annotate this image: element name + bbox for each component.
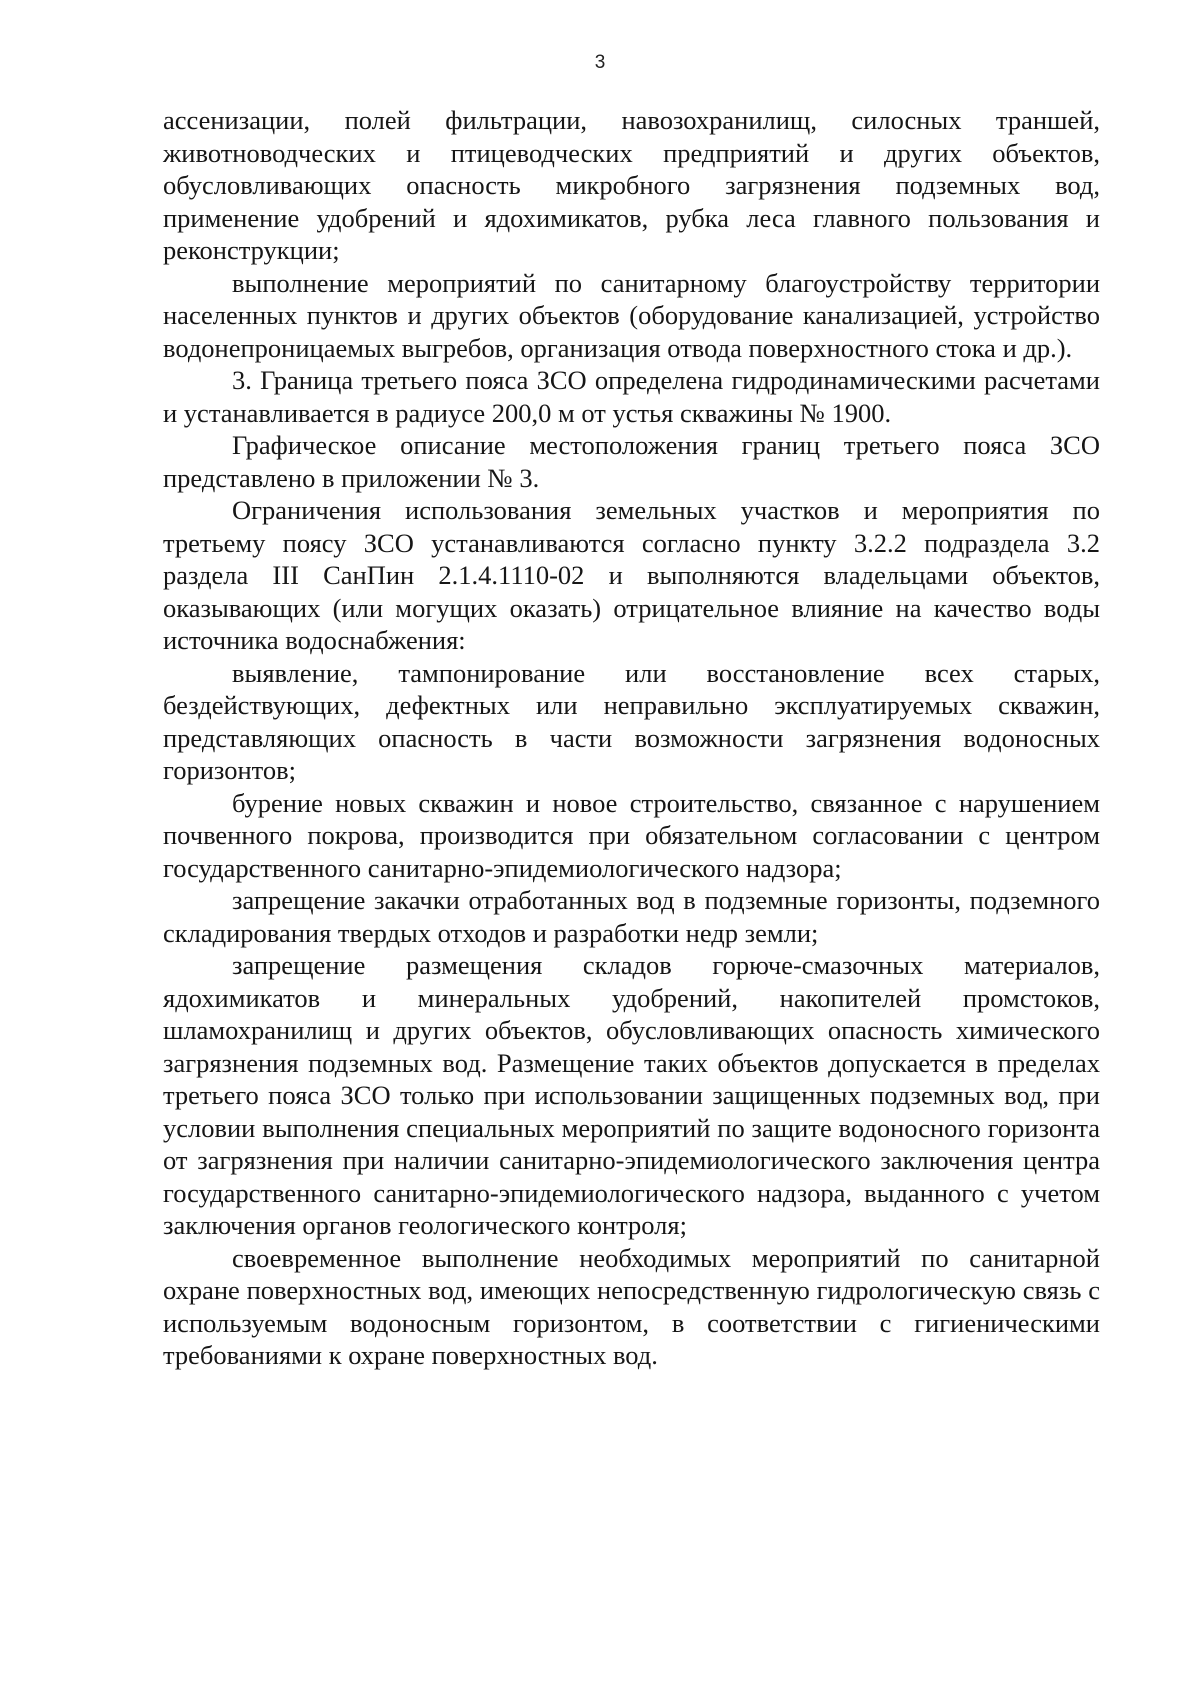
paragraph-well-plugging: выявление, тампонирование или восстановление всех старых, бездействующих, дефектных или неправильно эксплуатируемых скважин, представляющих опасность в части возможности загрязнения водоносных горизонтов; — [163, 657, 1100, 785]
paragraph-graphic-description: Графическое описание местоположения границ третьего пояса ЗСО представлено в приложении № 3. — [163, 430, 1100, 493]
paragraph-new-drilling: бурение новых скважин и новое строительство, связанное с нарушением почвенного покрова, производится при обязательном согласовании с центром государственного санитарно-эпидемиологического надзора; — [163, 787, 1100, 883]
document-body — [163, 104, 1100, 1372]
paragraph-land-use-restrictions: Ограничения использования земельных участков и мероприятия по третьему поясу ЗСО устанавливаются согласно пункту 3.2.2 подраздела 3.2 раздела III СанПин 2.1.4.1110-02 и выполняются владельцами объектов, оказывающих (или могущих оказать) отрицательное влияние на качество воды источника водоснабжения: — [163, 495, 1100, 655]
paragraph-sewage-continuation: ассенизации, полей фильтрации, навозохранилищ, силосных траншей, животноводческих и птицеводческих предприятий и других объектов, обусловливающих опасность микробного загрязнения подземных вод, применение удобрений и ядохимикатов, рубка леса главного пользования и реконструкции; — [163, 105, 1100, 265]
paragraph-storage-ban: запрещение размещения складов горюче-смазочных материалов, ядохимикатов и минеральных удобрений, накопителей промстоков, шламохранилищ и других объектов, обусловливающих опасность химического загрязнения подземных вод. Размещение таких объектов допускается в пределах третьего пояса ЗСО только при использовании защищенных подземных вод, при условии выполнения специальных мероприятий по защите водоносного горизонта от загрязнения при наличии санитарно-эпидемиологического заключения центра государственного санитарно-эпидемиологического надзора, выданного с учетом заключения органов геологического контроля; — [163, 950, 1100, 1240]
paragraph-sanitary-improvement: выполнение мероприятий по санитарному благоустройству территории населенных пунктов и других объектов (оборудование канализацией, устройство водонепроницаемых выгребов, организация отвода поверхностного стока и др.). — [163, 267, 1100, 363]
paragraph-third-belt-boundary: 3. Граница третьего пояса ЗСО определена гидродинамическими расчетами и устанавливается в радиусе 200,0 м от устья скважины № 1900. — [163, 365, 1100, 428]
paragraph-surface-water-protection: своевременное выполнение необходимых мероприятий по санитарной охране поверхностных вод, имеющих непосредственную гидрологическую связь с используемым водоносным горизонтом, в соответствии с гигиеническими требованиями к охране поверхностных вод. — [163, 1242, 1100, 1370]
page-number: 3 — [594, 52, 606, 73]
paragraph-injection-ban: запрещение закачки отработанных вод в подземные горизонты, подземного складирования твердых отходов и разработки недр земли; — [163, 885, 1100, 948]
